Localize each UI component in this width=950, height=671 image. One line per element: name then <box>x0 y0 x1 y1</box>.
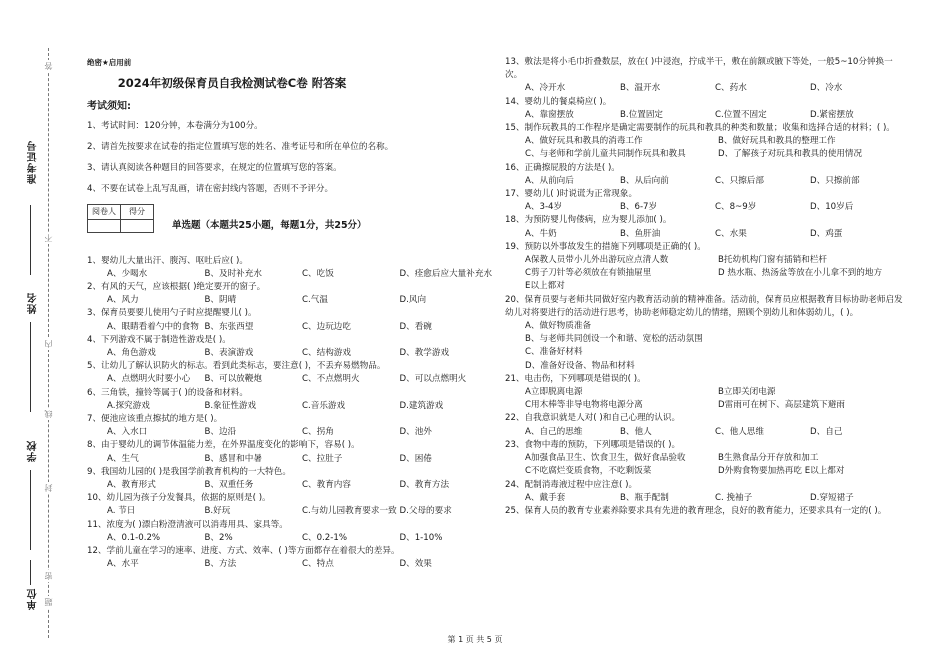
question-stem: 4、下列游戏不属于制造性游戏是( )。 <box>87 334 231 345</box>
left-column <box>87 56 497 572</box>
answer-option[interactable]: D、效果 <box>399 559 432 570</box>
score-cell[interactable] <box>121 219 154 232</box>
answer-option[interactable]: C、教育内容 <box>302 480 351 491</box>
answer-option[interactable]: B.象征性游戏 <box>204 400 257 411</box>
answer-option[interactable]: C、不点燃明火 <box>302 374 360 385</box>
answer-option[interactable]: A、少喝水 <box>107 268 148 279</box>
question-options <box>87 558 497 571</box>
question-options <box>87 400 497 413</box>
answer-option[interactable]: B、2% <box>204 532 233 543</box>
question-stem: 22、自我意识就是人对( )和自己心理的认识。 <box>505 413 681 424</box>
question-stem: 1、婴幼儿大量出汗、腹泻、呕吐后应( )。 <box>87 255 248 266</box>
answer-option[interactable]: A、牛奶 <box>525 228 557 239</box>
answer-option[interactable]: D、看碗 <box>399 321 432 332</box>
margin-mark: 密 <box>44 572 53 580</box>
unit-blank <box>30 560 31 585</box>
answer-option[interactable]: A、做好物质准备 <box>525 321 592 332</box>
answer-option[interactable]: E以上都对 <box>525 281 565 292</box>
answer-option[interactable]: B、东张西望 <box>204 321 254 332</box>
answer-option[interactable]: C、8~9岁 <box>715 202 757 213</box>
answer-option[interactable]: A.探究游戏 <box>107 400 150 411</box>
score-header: 得分 <box>121 205 154 219</box>
question-stem: 11、浓度为( )漂白粉澄清液可以消毒用具、家具等。 <box>87 519 288 530</box>
question-stem: 7、便池应该重点擦拭的地方是( )。 <box>87 414 223 425</box>
answer-option[interactable]: A立即脱离电源 <box>525 387 583 398</box>
answer-option[interactable]: C、他人思维 <box>715 426 764 437</box>
answer-option[interactable]: D、困倦 <box>399 453 432 464</box>
answer-option[interactable]: C剪子刀针等必须放在有锁抽屉里 <box>525 268 652 279</box>
question-options <box>505 320 905 373</box>
answer-option[interactable]: B、及时补充水 <box>204 268 262 279</box>
answer-option[interactable]: A加强食品卫生、饮食卫生，做好食品验收 <box>525 453 686 464</box>
answer-option[interactable]: C.音乐游戏 <box>302 400 346 411</box>
answer-option[interactable]: B、阴晴 <box>204 295 237 306</box>
answer-option[interactable]: B、从后向前 <box>620 175 669 186</box>
answer-option[interactable]: D.紧密摆放 <box>810 109 854 120</box>
question-options <box>505 386 905 412</box>
answer-option[interactable]: A、教育形式 <box>107 480 156 491</box>
answer-option[interactable]: B、他人 <box>620 426 652 437</box>
answer-option[interactable]: C、拐角 <box>302 427 334 438</box>
answer-option[interactable]: A、水平 <box>107 559 139 570</box>
question-options <box>87 426 497 439</box>
answer-option[interactable]: B、双重任务 <box>204 480 254 491</box>
question-options <box>505 201 905 214</box>
answer-option[interactable]: A、0.1-0.2% <box>107 532 161 543</box>
question-stem: 8、由于婴幼儿的调节体温能力差，在外界温度变化的影响下，容易( )。 <box>87 440 360 451</box>
answer-option[interactable]: B、边沿 <box>204 427 237 438</box>
answer-option[interactable]: C.与幼儿园教育要求一致 <box>302 506 397 517</box>
question-stem: 18、为预防婴儿佝偻病，应为婴儿添加( )。 <box>505 215 672 226</box>
answer-option[interactable]: C、边玩边吃 <box>302 321 351 332</box>
question-stem: 24、配制消毒液过程中应注意( )。 <box>505 479 638 490</box>
answer-option[interactable]: A、风力 <box>107 295 139 306</box>
notice-item: 2、请首先按要求在试卷的指定位置填写您的姓名、准考证号和所在单位的名称。 <box>87 141 394 152</box>
notice-item: 3、请认真阅读各种题目的回答要求，在规定的位置填写您的答案。 <box>87 163 342 174</box>
school-label: 学校 <box>28 440 39 462</box>
answer-option[interactable]: C、药水 <box>715 83 747 94</box>
question-options <box>505 228 905 241</box>
question-options <box>505 82 905 95</box>
margin-mark: 答 <box>44 62 53 70</box>
answer-option[interactable]: C、0.2-1% <box>302 532 347 543</box>
exam-number-label: 准考证号 <box>28 140 39 184</box>
question-options <box>505 109 905 122</box>
right-question-list <box>505 56 905 518</box>
question-options <box>87 373 497 386</box>
margin-mark: 线 <box>44 410 53 418</box>
answer-option[interactable]: D、鸡蛋 <box>810 228 843 239</box>
notice-item: 4、不要在试卷上乱写乱画，请在密封线内答题，否则不予评分。 <box>87 184 334 195</box>
exam-title: 2024年初级保育员自我检测试卷C卷 附答案 <box>117 76 347 91</box>
answer-option[interactable]: B、与老师共同创设一个和谐、宽松的活动氛围 <box>525 334 703 345</box>
answer-option[interactable]: D、教学游戏 <box>399 348 450 359</box>
name-label: 姓名 <box>28 292 39 314</box>
question-options <box>505 175 905 188</box>
answer-option[interactable]: A、自己的思维 <box>525 426 583 437</box>
question-options <box>87 532 497 545</box>
notice-heading: 考试须知: <box>87 101 131 113</box>
margin-mark: 题 <box>44 598 53 606</box>
binding-margin <box>0 0 60 671</box>
question-stem: 16、正确擦屁股的方法是( )。 <box>505 162 620 173</box>
answer-option[interactable]: B、做好玩具和教具的整理工作 <box>718 136 836 147</box>
question-options <box>505 254 905 294</box>
answer-option[interactable]: B生熟食品分开存放和加工 <box>718 453 819 464</box>
answer-option[interactable]: B托幼机构门窗有插销和栏杆 <box>718 255 828 266</box>
answer-option[interactable]: D、痊愈后应大量补充水 <box>399 268 493 279</box>
left-question-list <box>87 255 497 572</box>
score-row <box>87 204 497 232</box>
answer-option[interactable]: C、准备好材料 <box>525 347 583 358</box>
margin-mark: 不 <box>44 234 53 242</box>
answer-option[interactable]: B、感冒和中暑 <box>204 453 262 464</box>
answer-option[interactable]: B、6-7岁 <box>620 202 658 213</box>
answer-option[interactable]: B.位置固定 <box>620 109 664 120</box>
right-column <box>505 56 905 518</box>
question-options <box>87 321 497 334</box>
grader-header: 阅卷人 <box>88 205 121 219</box>
answer-option[interactable]: D、可以点燃明火 <box>399 374 467 385</box>
answer-option[interactable]: B、表演游戏 <box>204 348 254 359</box>
question-options <box>87 505 497 518</box>
section-title: 单选题（本题共25小题，每题1分，共25分） <box>172 220 367 232</box>
answer-option[interactable]: A、靠窗摆放 <box>525 109 574 120</box>
question-options <box>505 426 905 439</box>
answer-option[interactable]: A、点燃明火时要小心 <box>107 374 191 385</box>
name-blank <box>30 322 31 412</box>
question-options <box>87 268 497 281</box>
school-blank <box>30 470 31 550</box>
unit-label: 单位 <box>28 588 39 610</box>
question-options <box>505 135 905 161</box>
grader-cell[interactable] <box>88 219 121 232</box>
answer-option[interactable]: A、3-4岁 <box>525 202 563 213</box>
question-stem: 5、让幼儿了解认识防火的标志。看到此类标志，要注意( )，不丢弃易燃物品。 <box>87 361 386 372</box>
answer-option[interactable]: A、从前向后 <box>525 175 574 186</box>
answer-option[interactable]: B.好玩 <box>204 506 231 517</box>
answer-option[interactable]: D 热水瓶、热汤盆等放在小儿拿不到的地方 <box>718 268 883 279</box>
answer-option[interactable]: D.穿短裙子 <box>810 492 854 503</box>
question-stem: 2、有风的天气，应该根据( )绝定要开的窗子。 <box>87 282 266 293</box>
answer-option[interactable]: A、角色游戏 <box>107 348 156 359</box>
question-stem: 13、敷法是将小毛巾折叠数层，放在( )中浸泡，拧成半干，敷在前额或腋下等处，一般5~10分钟换一次。 <box>505 57 893 81</box>
answer-option[interactable]: B立即关闭电源 <box>718 387 776 398</box>
answer-option[interactable]: C、只擦后部 <box>715 175 764 186</box>
answer-option[interactable]: B、温开水 <box>620 83 661 94</box>
answer-option[interactable]: C、与老师和学前儿童共同制作玩具和教具 <box>525 149 686 160</box>
question-stem: 3、保育员要要儿使用勺子时应提醒婴儿( )。 <box>87 308 257 319</box>
question-options <box>87 347 497 360</box>
answer-option[interactable]: A、生气 <box>107 453 139 464</box>
answer-option[interactable]: C、拉肚子 <box>302 453 343 464</box>
answer-option[interactable]: C、水果 <box>715 228 747 239</box>
answer-option[interactable]: B、可以放鞭炮 <box>204 374 262 385</box>
question-options <box>505 452 905 478</box>
answer-option[interactable]: A、入水口 <box>107 427 148 438</box>
answer-option[interactable]: D、准备好设备、物品和材料 <box>525 360 635 371</box>
question-stem: 20、保育员要与老师共同做好室内教育活动前的精神准备。活动前，保育员应根据教育目标协助老师启发幼儿对将要进行的活动进行思考，协助老师稳定幼儿的情绪，照顾个别幼儿和体弱幼儿，( )。 <box>505 294 903 318</box>
question-stem: 23、食物中毒的预防，下列哪项是错误的( )。 <box>505 439 681 450</box>
question-stem: 9、我国幼儿园的( )是我国学前教育机构的一大特色。 <box>87 466 291 477</box>
margin-mark: 封 <box>44 484 53 492</box>
answer-option[interactable]: C不吃腐烂变质食物，不吃剩饭菜 <box>525 466 652 477</box>
answer-option[interactable]: D.建筑游戏 <box>399 400 444 411</box>
answer-option[interactable]: D、自己 <box>810 426 843 437</box>
answer-option[interactable]: C、特点 <box>302 559 334 570</box>
answer-option[interactable]: C.气温 <box>302 295 328 306</box>
answer-option[interactable]: D、10岁后 <box>810 202 854 213</box>
question-stem: 17、婴幼儿( )时说谎为正常现象。 <box>505 189 638 200</box>
answer-option[interactable]: D.父母的要求 <box>399 506 452 517</box>
question-stem: 6、三角铁，撞铃等属于( )的设备和材料。 <box>87 387 248 398</box>
answer-option[interactable]: A、眼睛看着勺中的食物 <box>107 321 199 332</box>
answer-option[interactable]: D、教育方法 <box>399 480 450 491</box>
question-stem: 14、婴幼儿的餐桌椅应( )。 <box>505 96 612 107</box>
answer-option[interactable]: D、只擦前部 <box>810 175 860 186</box>
answer-option[interactable]: A、做好玩具和教具的消毒工作 <box>525 136 643 147</box>
answer-option[interactable]: D、了解孩子对玩具和教具的使用情况 <box>718 149 863 160</box>
question-stem: 10、幼儿园为孩子分发餐具，依据的原则是( )。 <box>87 493 271 504</box>
exam-number-blank <box>30 205 31 275</box>
question-stem: 19、预防以外事故发生的措施下列哪项是正确的( )。 <box>505 241 706 252</box>
question-options <box>87 453 497 466</box>
answer-option[interactable]: D外购食物要加热再吃 E以上都对 <box>718 466 845 477</box>
answer-option[interactable]: D、1-10% <box>399 532 443 543</box>
answer-option[interactable]: B、方法 <box>204 559 237 570</box>
answer-option[interactable]: C用木棒等非导电物将电源分离 <box>525 400 643 411</box>
answer-option[interactable]: A、冷开水 <box>525 83 566 94</box>
question-stem: 15、制作玩教具的工作程序是确定需要制作的玩具和教具的种类和数量；收集和选择合适的材料；( )。 <box>505 123 895 134</box>
answer-option[interactable]: D.风向 <box>399 295 427 306</box>
question-stem: 12、学前儿童在学习的速率、进度、方式、效率、( )等方面都存在着很大的差异。 <box>87 546 400 557</box>
answer-option[interactable]: A保教人员带小儿外出游玩应点清人数 <box>525 255 669 266</box>
margin-mark: 内 <box>44 340 53 348</box>
notice-item: 1、考试时间：120分钟，本卷满分为100分。 <box>87 120 263 131</box>
answer-option[interactable]: D、冷水 <box>810 83 843 94</box>
answer-option[interactable]: B、瓶手配制 <box>620 492 669 503</box>
answer-option[interactable]: D、池外 <box>399 427 432 438</box>
question-options <box>87 294 497 307</box>
answer-option[interactable]: C. 挽袖子 <box>715 492 753 503</box>
question-options <box>87 479 497 492</box>
page-footer: 第 1 页 共 5 页 <box>447 635 503 644</box>
answer-option[interactable]: C.位置不固定 <box>715 109 767 120</box>
question-stem: 25、保育人员的教育专业素养除要求具有先进的教育理念，良好的教育能力，还要求具有一定的( )。 <box>505 505 887 516</box>
answer-option[interactable]: C、吃饭 <box>302 268 334 279</box>
answer-option[interactable]: B、鱼肝油 <box>620 228 661 239</box>
secret-mark: 绝密★启用前 <box>87 58 132 67</box>
question-stem: 21、电击伤，下列哪项是错误的( )。 <box>505 373 646 384</box>
question-options <box>505 492 905 505</box>
answer-option[interactable]: A、戴手套 <box>525 492 566 503</box>
answer-option[interactable]: C、结构游戏 <box>302 348 351 359</box>
score-table <box>87 204 154 232</box>
answer-option[interactable]: A. 节日 <box>107 506 136 517</box>
answer-option[interactable]: D雷雨可在树下、高层建筑下避雨 <box>718 400 845 411</box>
